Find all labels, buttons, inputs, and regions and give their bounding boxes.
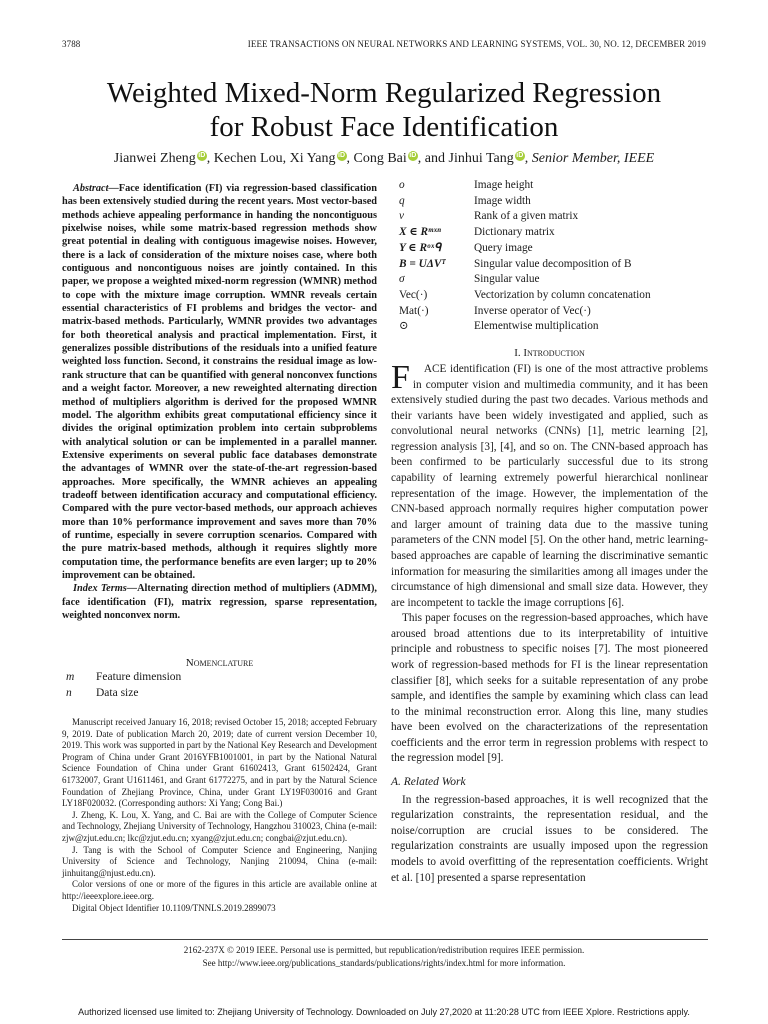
orcid-icon[interactable]: iD [516, 152, 524, 159]
symbol-row: Mat(·) Inverse operator of Vec(·) [399, 304, 591, 317]
footnote-color: Color versions of one or more of the figures in this article are available online at http://ieeexplore.ieee.org. [62, 879, 377, 901]
footnote-doi: Digital Object Identifier 10.1109/TNNLS.2019.2899073 [72, 902, 276, 913]
footnote-funding: Manuscript received January 16, 2018; revised October 15, 2018; accepted February 9, 2019. Date of publication March 20, 2019; date of current version December 10, 2019. This work was supported in part by the National Key Research and Development Program of China under Grant 2016YFB1001001, in part by the National Natural Science Foundation of China under Grant 61602413, Grant 61502424, Grant 61732007, Grant U1611461, and Grant 61772275, and in part by the Natural Science Foundation of Zhejiang Province, China, under Grant LY19F030016 and Grant LY18F020032. (Corresponding authors: Xi Yang; Cong Bai.) [62, 717, 377, 809]
symbol-row: B = UΔVᵀ Singular value decomposition of B [399, 257, 632, 270]
symbol-row: ⊙ Elementwise multiplication [399, 320, 599, 333]
orcid-icon[interactable]: iD [198, 152, 206, 159]
page-number: 3788 [62, 39, 81, 49]
symbol-row: o Image height [399, 179, 534, 191]
nomenclature-list [66, 670, 181, 701]
orcid-icon[interactable]: iD [338, 152, 345, 159]
footnote-affiliation: J. Zheng, K. Lou, X. Yang, and C. Bai are with the College of Computer Science and Technology, Zhejiang University of Technology, Hangzhou 310023, China (e-mail: zjw@zjut.edu.cn; lkc@zjut.edu.cn; xyang@zjut.edu.cn; congbai@zjut.edu.cn). [62, 809, 377, 843]
orcid-icon[interactable]: iD [409, 152, 417, 159]
copyright-line: See http://www.ieee.org/publications_standards/publications/rights/index.html for more information. [202, 958, 566, 968]
journal-header: IEEE TRANSACTIONS ON NEURAL NETWORKS AND LEARNING SYSTEMS, VOL. 30, NO. 12, DECEMBER 2019 [247, 39, 706, 49]
copyright-line: 2162-237X © 2019 IEEE. Personal use is permitted, but republication/redistribution requires IEEE permission. [183, 945, 585, 955]
author-membership: Senior Member, IEEE [531, 151, 655, 166]
drop-cap: F [391, 359, 410, 396]
author-list: Jianwei Zheng iD , Kechen Lou, Xi Yang iD , Cong Bai iD , and Jinhui Tang iD , Senior Member, IEEE [113, 151, 655, 166]
nomenclature-heading: Nomenclature [185, 657, 254, 669]
abstract-label: Abstract— [73, 183, 119, 194]
section-heading-introduction: I. Introduction [514, 347, 585, 359]
author-name: , Kechen Lou, Xi Yang [206, 151, 336, 166]
license-footer: Authorized licensed use limited to: Zhejiang University of Technology. Downloaded on July 27,2020 at 11:20:28 UTC from IEEE Xplore. Restrictions apply. [78, 1007, 690, 1017]
paper-title-line1: Weighted Mixed-Norm Regularized Regression [106, 77, 662, 109]
intro-paragraph: In the regression-based approaches, it is well recognized that the regularization constraints, the representation residual, and the noise/corruption are crucial issues to be considered. The regularization constraints are usually imposed upon the regression models to avoid overfitting of the representation coefficients. Wright et al. [10] presented a sparse representation [391, 793, 708, 884]
symbol-row: v Rank of a given matrix [399, 210, 579, 223]
author-name: , and Jinhui Tang [417, 151, 514, 166]
symbol-row: σ Singular value [399, 273, 540, 286]
footnotes [62, 717, 377, 914]
symbol-table [399, 178, 709, 335]
abstract-text: Face identification (FI) via regression-based classification has been extensively studied during the recent years. Most vector-based methods achieve appealing performance in handing the noncontiguous pixelwise noises, while some matrix-based regression methods show great potential in dealing with contiguous imagewise noises. However, there is a lack of consideration of the mixture noises case, where both contiguous and noncontiguous noises are jointly contained. In this paper, we propose a weighted mixed-norm regression (WMNR) method to cope with the mixture image corruption. WMNR reveals certain essential characteristics of FI problems and bridges the vector- and matrix-based methods. Particularly, WMNR provides two advantages for both theoretical analysis and practical implementation. First, it generalizes possible distributions of the residuals into a unified feature weighted loss function. Second, it constrains the residual image as low-rank structure that can be quantified with general nonconvex functions and a weight factor. Moreover, a new reweighted alternating direction method of multipliers algorithm is derived for the proposed WMNR model. The algorithm exhibits great computational efficiency since it divides the original optimization problem into certain subproblems with analytical solution or can be implemented in a parallel manner. Extensive experiments on several public face databases demonstrate the advantages of WMNR over the state-of-the-art regression-based approaches. More specifically, the WMNR achieves an appealing tradeoff between identification accuracy and computational efficiency. Compared with the pure vector-based methods, our approach achieves more than 10% performance improvement and saves more than 70% of runtime, especially in severe corruption scenarios. Compared with the pure matrix-based methods, although it requires slightly more computation time, the performance benefits are even larger; up to 20% improvement can be obtained. [62, 183, 377, 581]
footnote-affiliation: J. Tang is with the School of Computer Science and Engineering, Nanjing University of Science and Technology, Nanjing 210094, China (e-mail: jinhuitang@njust.edu.cn). [62, 844, 377, 878]
divider [62, 939, 708, 940]
abstract [62, 182, 377, 622]
symbol-row: Y ∈ Rᵒˣᑫ Query image [399, 241, 533, 254]
symbol-row: X ∈ Rᵐˣⁿ Dictionary matrix [399, 226, 555, 239]
intro-paragraph: ACE identification (FI) is one of the most attractive problems in computer vision and multimedia community, and it has been extensively studied during the past two decades. Various methods and their variants have been widely investigated and applied, such as convolutional neural networks (CNNs) [1], metric learning [2], regression analysis [3], [4], and so on. The CNN-based approach has been confirmed to be particularly successful due to its strong capability of learning extremely powerful hierarchical nonlinear representation of the image. However, the implementation of the CNN-based approach normally requires higher computation power and larger amount of training data due to the massive tuning parameters of the CNN model [5]. On the other hand, metric learning-based approaches are capable of learning the discriminative semantic information for measuring the similarities among all images under the circumstance of high dimensional and small size data. However, they are incompetent to tackle the image corruptions [6]. [391, 363, 708, 609]
author-name: Jianwei Zheng [113, 151, 196, 166]
intro-paragraph: This paper focuses on the regression-based approaches, which have aroused broad attentions due to its interpretability of intuitive principle and robustness to specific noises [7]. The most pioneered work of regression-based methods for FI is the linear representation classifier [8], which seeks for a suitable representation of any probe sample, and identifies the sample by examining which class can lead to the minimal reconstruction error. Along this line, many studies have been evolved on the characterizations of the representation coefficients and the error term in regression problems with respect to the regression model [9]. [391, 612, 708, 765]
index-terms-label: Index Terms— [73, 583, 138, 595]
symbol-row: Vec(·) Vectorization by column concatenation [399, 288, 651, 301]
author-name: , Cong Bai [346, 151, 407, 166]
introduction-body [391, 359, 708, 886]
index-terms-text: Alternating direction method of multipliers (ADMM), face identification (FI), matrix regression, sparse representation, weighted nonconvex norm. [62, 583, 377, 621]
symbol-row: q Image width [399, 194, 531, 207]
paper-title-line2: for Robust Face Identification [209, 111, 559, 143]
nomenclature-item: m Feature dimension [66, 671, 182, 683]
subsection-heading: A. Related Work [391, 776, 466, 789]
nomenclature-item: n Data size [66, 686, 139, 699]
